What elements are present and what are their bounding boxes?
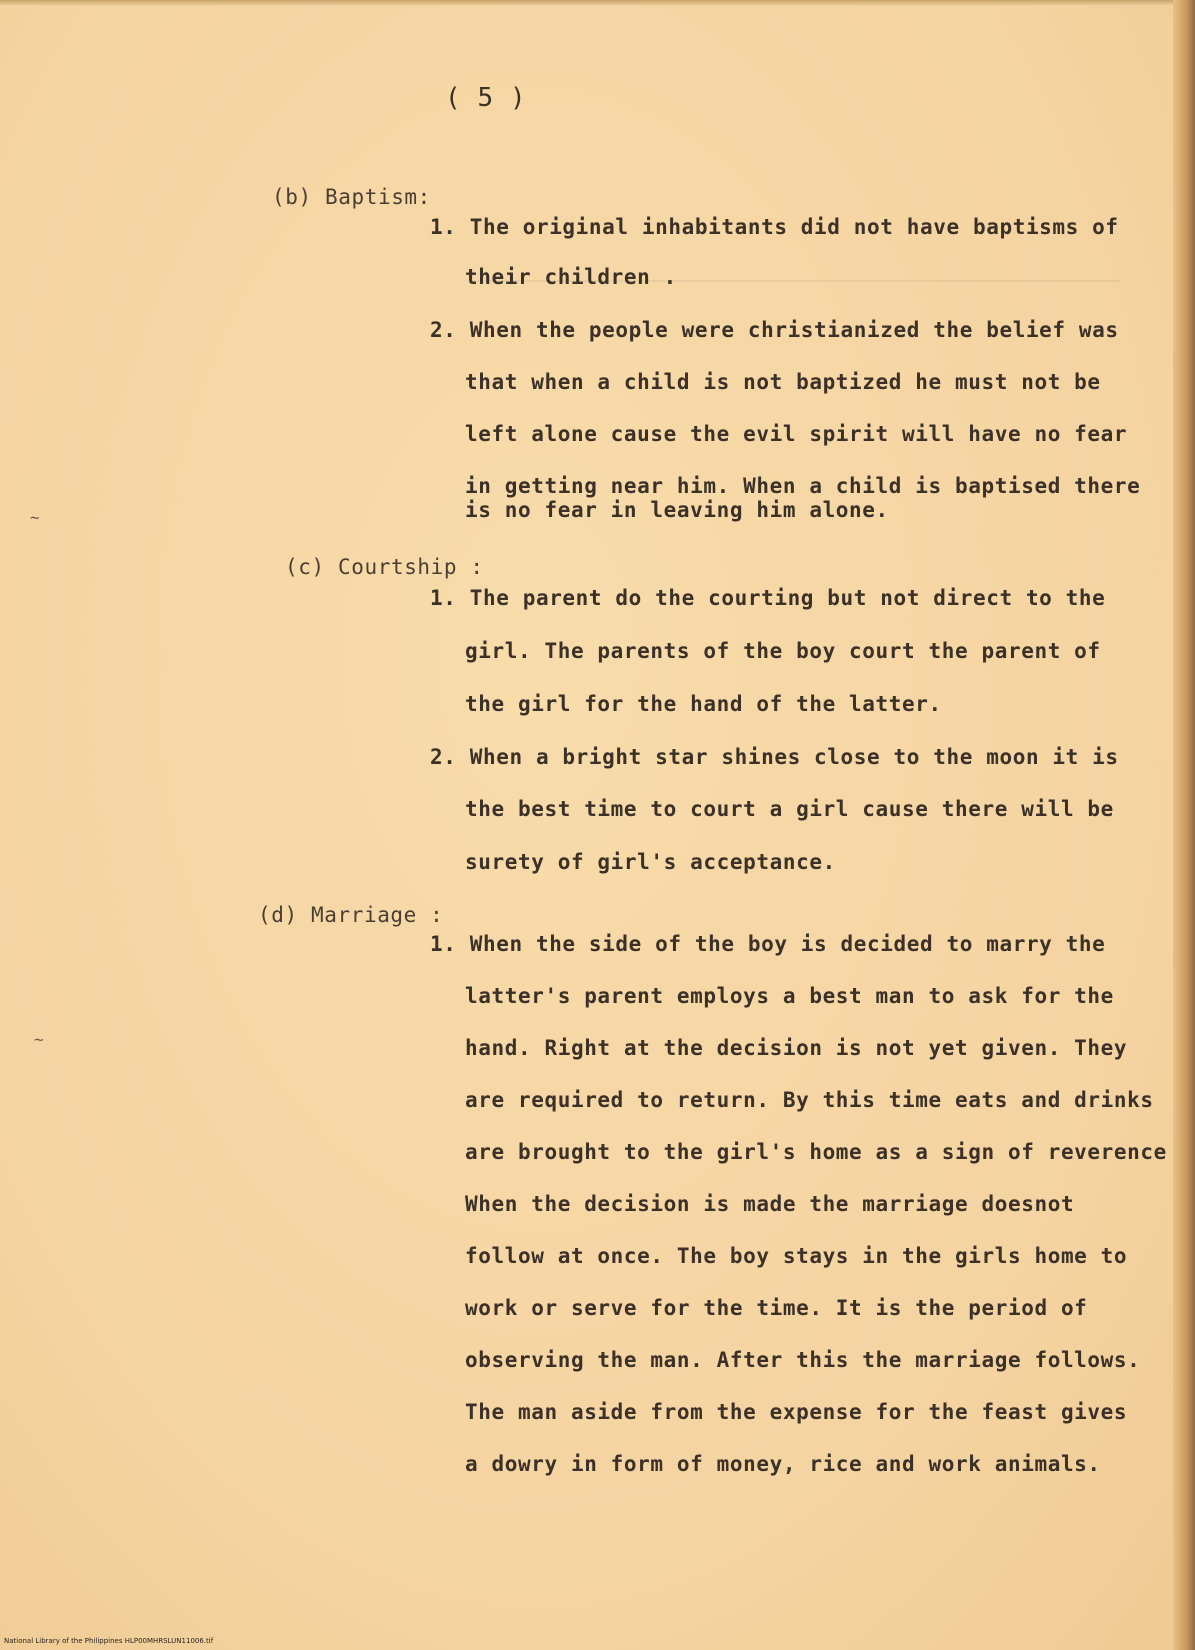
- marriage-line: hand. Right at the decision is not yet given. They: [465, 1036, 1128, 1060]
- courtship-line: 2. When a bright star shines close to the moon it is: [430, 745, 1119, 769]
- courtship-line: girl. The parents of the boy court the parent of: [465, 639, 1101, 663]
- marriage-line: are brought to the girl's home as a sign of reverence: [465, 1140, 1167, 1164]
- margin-mark: ~: [34, 1030, 44, 1049]
- courtship-line: surety of girl's acceptance.: [465, 850, 836, 874]
- baptism-line: that when a child is not baptized he must not be: [465, 370, 1101, 394]
- baptism-line: their children .: [465, 265, 677, 289]
- baptism-line: in getting near him. When a child is baptised there: [465, 474, 1141, 498]
- baptism-line: 1. The original inhabitants did not have baptisms of: [430, 215, 1119, 239]
- page-number: ( 5 ): [445, 83, 527, 113]
- marriage-line: observing the man. After this the marriage follows.: [465, 1348, 1141, 1372]
- marriage-line: are required to return. By this time eats and drinks: [465, 1088, 1154, 1112]
- marriage-line: The man aside from the expense for the feast gives: [465, 1400, 1128, 1424]
- baptism-line: 2. When the people were christianized the belief was: [430, 318, 1119, 342]
- page-top-edge: [0, 0, 1195, 6]
- courtship-line: the best time to court a girl cause there will be: [465, 797, 1114, 821]
- baptism-line: is no fear in leaving him alone.: [465, 498, 889, 522]
- section-heading-courtship: (c) Courtship :: [285, 555, 484, 579]
- marriage-line: latter's parent employs a best man to ask for the: [465, 984, 1114, 1008]
- courtship-line: the girl for the hand of the latter.: [465, 692, 942, 716]
- section-heading-baptism: (b) Baptism:: [272, 185, 431, 209]
- baptism-line: left alone cause the evil spirit will have no fear: [465, 422, 1128, 446]
- marriage-line: a dowry in form of money, rice and work animals.: [465, 1452, 1101, 1476]
- courtship-line: 1. The parent do the courting but not direct to the: [430, 586, 1106, 610]
- page-binding-edge: [1173, 0, 1195, 1650]
- marriage-line: work or serve for the time. It is the period of: [465, 1296, 1088, 1320]
- marriage-line: When the decision is made the marriage doesnot: [465, 1192, 1075, 1216]
- archive-footer: National Library of the Philippines HLP00MHRSLUN11006.tif: [4, 1637, 214, 1645]
- section-heading-marriage: (d) Marriage :: [258, 903, 444, 927]
- margin-mark: ~: [30, 508, 40, 527]
- marriage-line: follow at once. The boy stays in the girls home to: [465, 1244, 1128, 1268]
- marriage-line: 1. When the side of the boy is decided to marry the: [430, 932, 1106, 956]
